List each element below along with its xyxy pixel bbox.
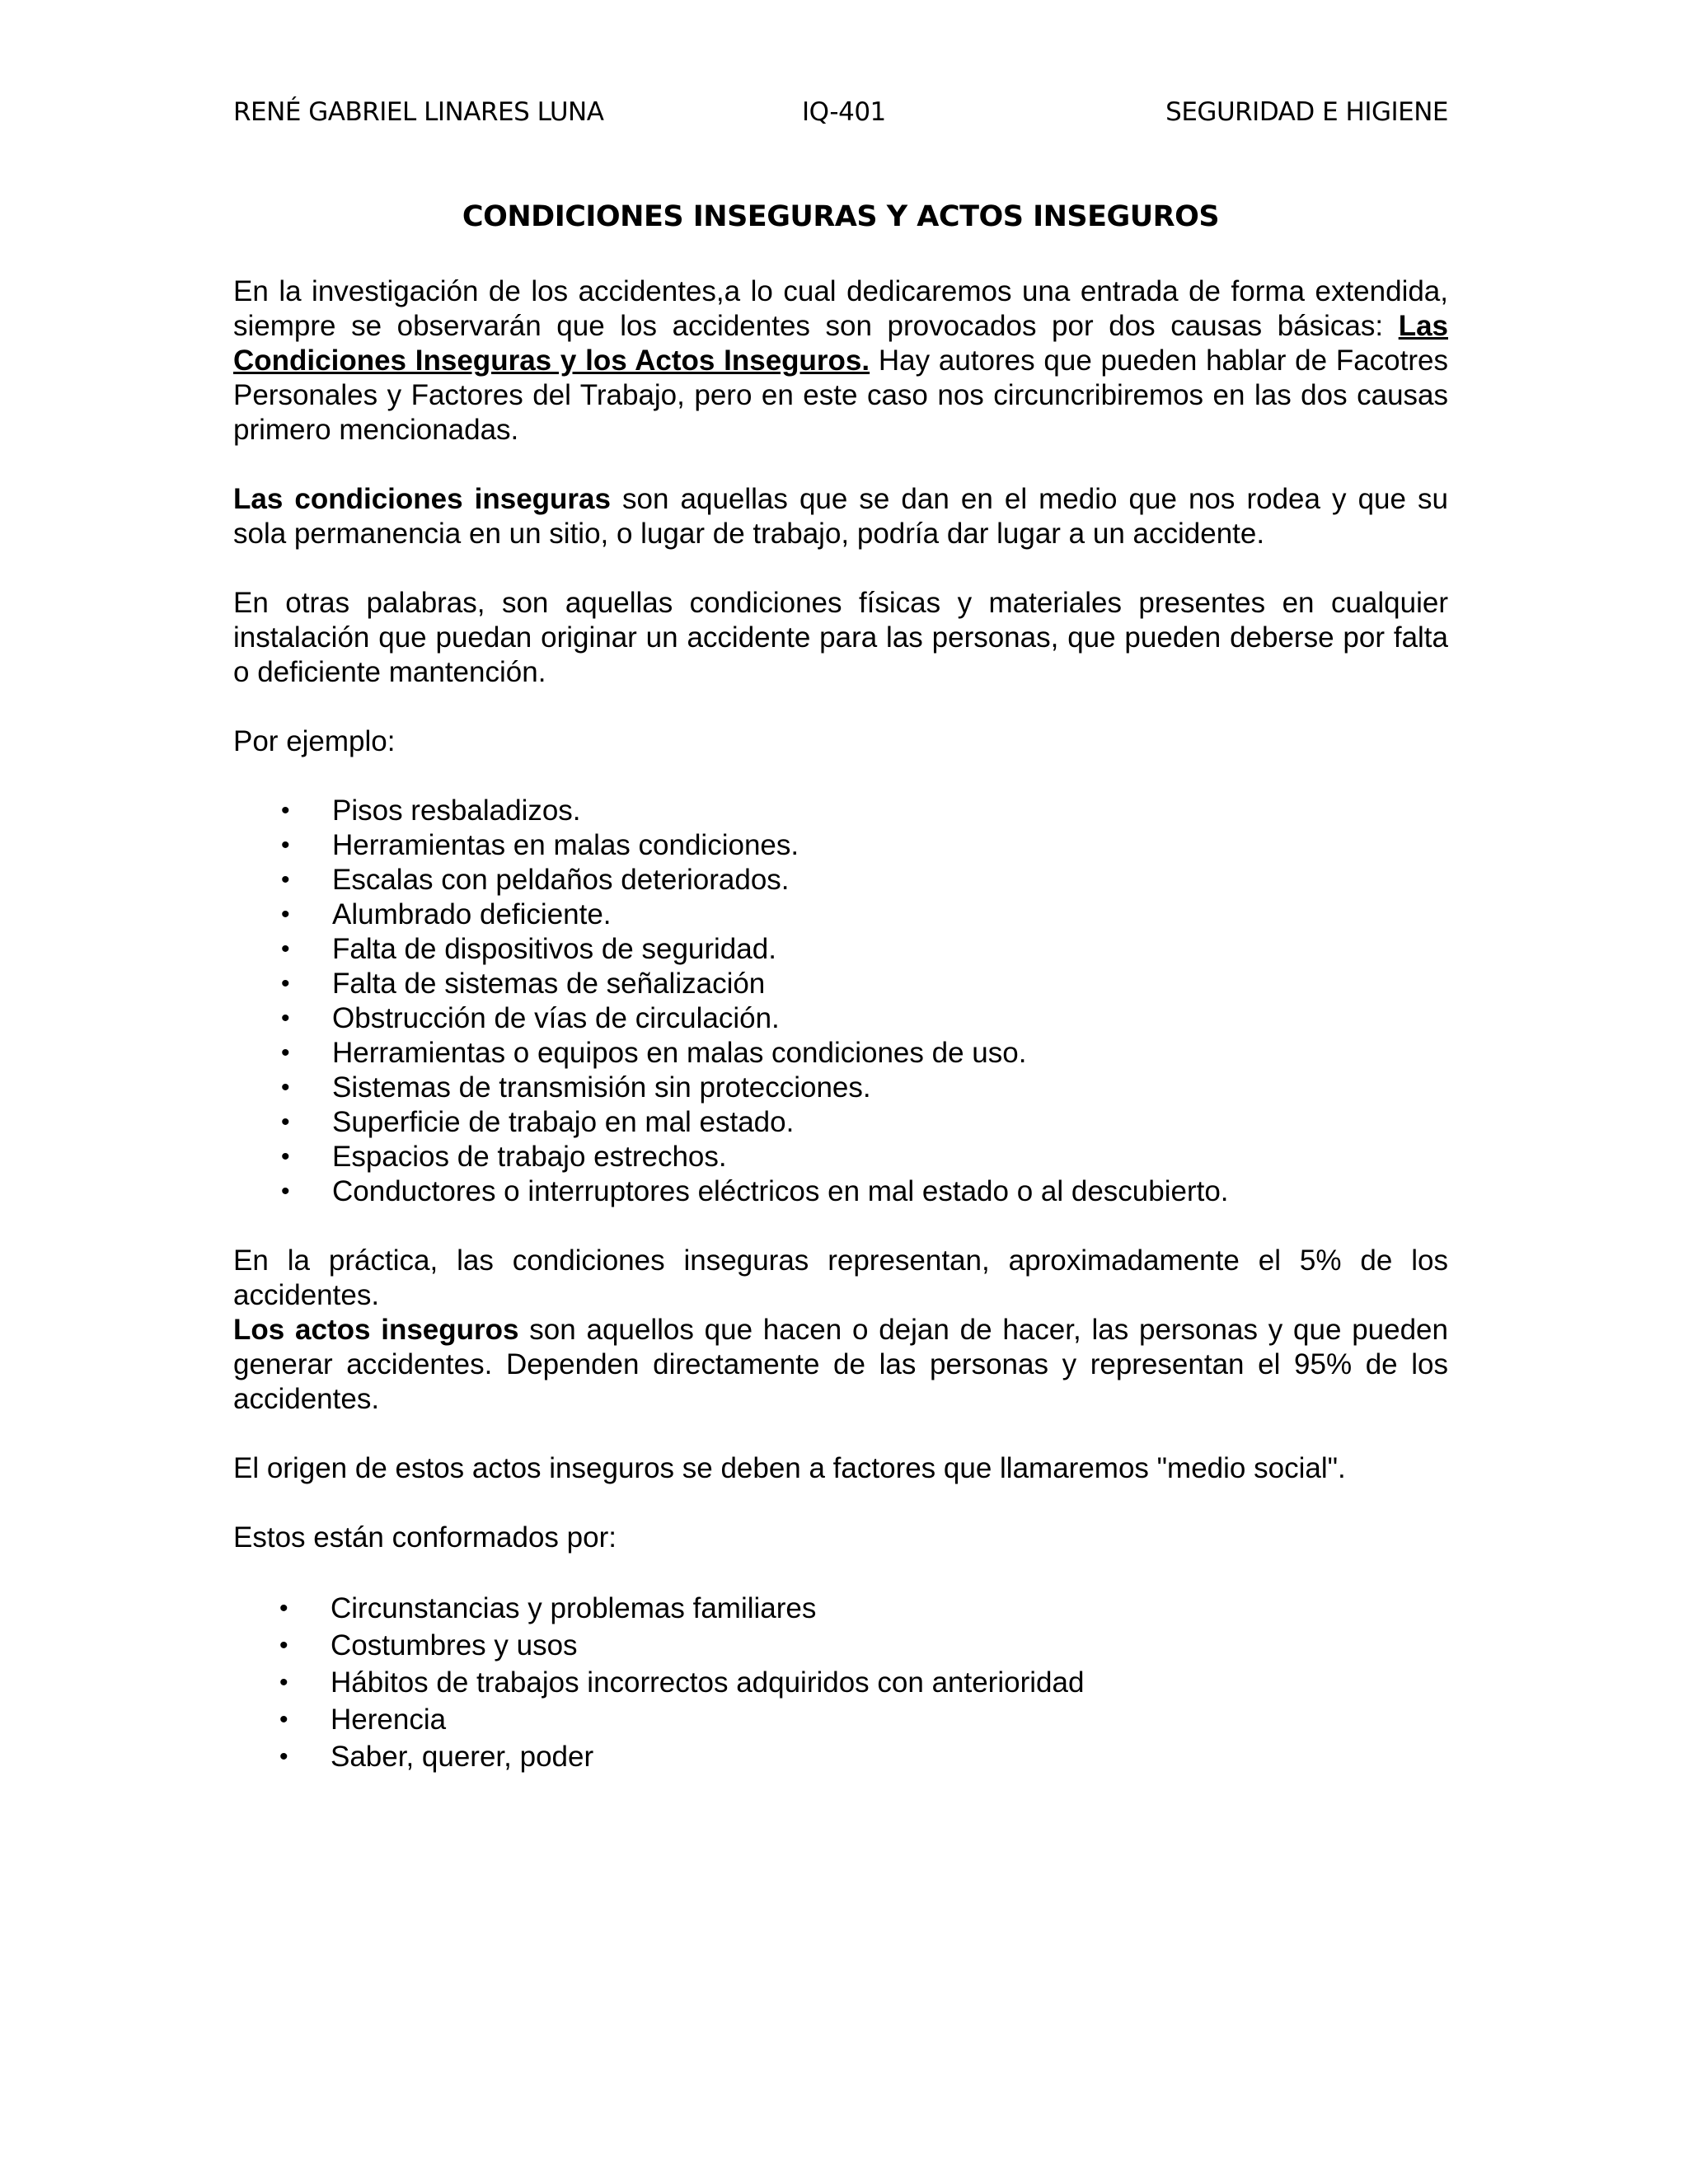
page-header	[233, 97, 1448, 134]
list-item: • Obstrucción de vías de circulación.	[233, 1001, 1448, 1036]
intro-text-after: Hay autores que pueden hablar de Facotres Personales y Factores del Trabajo, pero en este caso nos circuncribiremos en las dos causas primero mencionadas.	[233, 344, 1448, 446]
examples-list	[233, 794, 1448, 1209]
list-item: • Espacios de trabajo estrechos.	[233, 1140, 1448, 1174]
intro-paragraph	[233, 274, 1448, 448]
unsafe-conditions-term: Las condiciones inseguras	[233, 483, 611, 515]
intro-emphasis: Las Condiciones Inseguras y los Actos Inseguros.	[233, 310, 1448, 377]
unsafe-acts-paragraph	[233, 1313, 1448, 1417]
header-subject: SEGURIDAD E HIGIENE	[1165, 97, 1448, 127]
unsafe-conditions-paragraph	[233, 482, 1448, 551]
list-item: • Herramientas o equipos en malas condiciones de uso.	[233, 1036, 1448, 1071]
example-label: Por ejemplo:	[233, 725, 396, 757]
list-item: • Escalas con peldaños deteriorados.	[233, 863, 1448, 898]
document-title: CONDICIONES INSEGURAS Y ACTOS INSEGUROS	[462, 200, 1220, 233]
unsafe-acts-term: Los actos inseguros	[233, 1314, 519, 1346]
header-course-code: IQ-401	[802, 97, 886, 127]
list-item: • Sistemas de transmisión sin protecciones.	[233, 1071, 1448, 1105]
unsafe-acts-text: son aquellos que hacen o dejan de hacer, las personas y que pueden generar accidentes. Dependen directamente de las personas y representan el 95% de los accidentes.	[233, 1314, 1448, 1415]
list-item: • Falta de dispositivos de seguridad.	[233, 932, 1448, 967]
list-item: • Costumbres y usos	[233, 1627, 1448, 1664]
list-item: • Superficie de trabajo en mal estado.	[233, 1105, 1448, 1140]
list-item: • Falta de sistemas de señalización	[233, 967, 1448, 1001]
document-body	[233, 274, 1448, 1775]
list-item: • Circunstancias y problemas familiares	[233, 1590, 1448, 1627]
other-words-paragraph: En otras palabras, son aquellas condiciones físicas y materiales presentes en cualquier instalación que puedan originar un accidente para las personas, que pueden deberse por falta o deficiente mantención.	[233, 587, 1448, 688]
list-item: • Alumbrado deficiente.	[233, 898, 1448, 932]
list-item: • Saber, querer, poder	[233, 1738, 1448, 1775]
composed-label: Estos están conformados por:	[233, 1521, 617, 1554]
intro-text-before: En la investigación de los accidentes,a lo cual dedicaremos una entrada de forma extendida, siempre se observarán que los accidentes son provocados por dos causas básicas:	[233, 275, 1448, 342]
origin-paragraph: El origen de estos actos inseguros se deben a factores que llamaremos "medio social".	[233, 1452, 1346, 1484]
list-item: • Hábitos de trabajos incorrectos adquiridos con anterioridad	[233, 1664, 1448, 1701]
list-item: • Conductores o interruptores eléctricos en mal estado o al descubierto.	[233, 1174, 1448, 1209]
header-author: RENÉ GABRIEL LINARES LUNA	[233, 97, 604, 127]
factors-list	[233, 1590, 1448, 1775]
list-item: • Pisos resbaladizos.	[233, 794, 1448, 828]
list-item: • Herramientas en malas condiciones.	[233, 828, 1448, 863]
practice-paragraph: En la práctica, las condiciones inseguras representan, aproximadamente el 5% de los accidentes.	[233, 1244, 1448, 1311]
unsafe-conditions-text: son aquellas que se dan en el medio que nos rodea y que su sola permanencia en un sitio, o lugar de trabajo, podría dar lugar a un accidente.	[233, 483, 1448, 550]
list-item: • Herencia	[233, 1701, 1448, 1738]
